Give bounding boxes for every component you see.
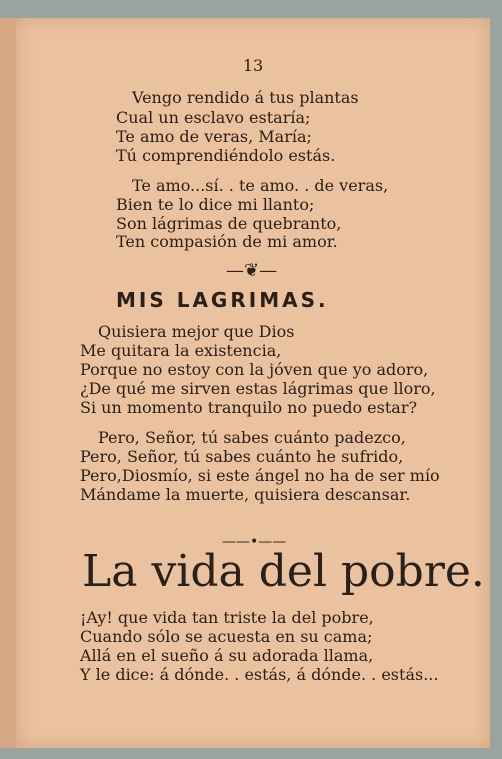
poem-line: Te amo de veras, María; — [116, 127, 312, 146]
book-page — [16, 18, 490, 748]
poem-line: Pero, Señor, tú sabes cuánto padezco, — [98, 428, 406, 447]
page-heading: La vida del pobre. — [82, 546, 485, 597]
poem-line: Quisiera mejor que Dios — [98, 322, 295, 341]
poem-line: Pero, Señor, tú sabes cuánto he sufrido, — [80, 447, 404, 466]
poem-line: Allá en el sueño á su adorada llama, — [80, 646, 374, 665]
ornament-divider: —❦— — [226, 260, 278, 281]
poem-line: ¡Ay! que vida tan triste la del pobre, — [80, 608, 374, 627]
rule-divider: ——•—— — [222, 534, 287, 550]
poem-line: Cual un esclavo estaría; — [116, 108, 311, 127]
poem-line: Cuando sólo se acuesta en su cama; — [80, 627, 373, 646]
poem-line: Vengo rendido á tus plantas — [132, 88, 359, 107]
poem-line: ¿De qué me sirven estas lágrimas que lloro, — [80, 379, 436, 398]
section-title: MIS LAGRIMAS. — [116, 288, 329, 312]
poem-line: Si un momento tranquilo no puedo estar? — [80, 398, 418, 417]
poem-line: Mándame la muerte, quisiera descansar. — [80, 485, 411, 504]
poem-line: Son lágrimas de quebranto, — [116, 214, 342, 233]
poem-line: Ten compasión de mi amor. — [116, 232, 338, 251]
poem-line: Tú comprendiéndolo estás. — [116, 146, 336, 165]
poem-line: Porque no estoy con la jóven que yo adoro, — [80, 360, 429, 379]
poem-line: Y le dice: á dónde. . estás, á dónde. . estás... — [80, 665, 439, 684]
poem-line: Te amo...sí. . te amo. . de veras, — [132, 176, 389, 195]
poem-line: Me quitara la existencia, — [80, 341, 282, 360]
page-number: 13 — [242, 56, 264, 75]
poem-line: Pero,Diosmío, si este ángel no ha de ser mío — [80, 466, 440, 485]
poem-line: Bien te lo dice mi llanto; — [116, 195, 315, 214]
